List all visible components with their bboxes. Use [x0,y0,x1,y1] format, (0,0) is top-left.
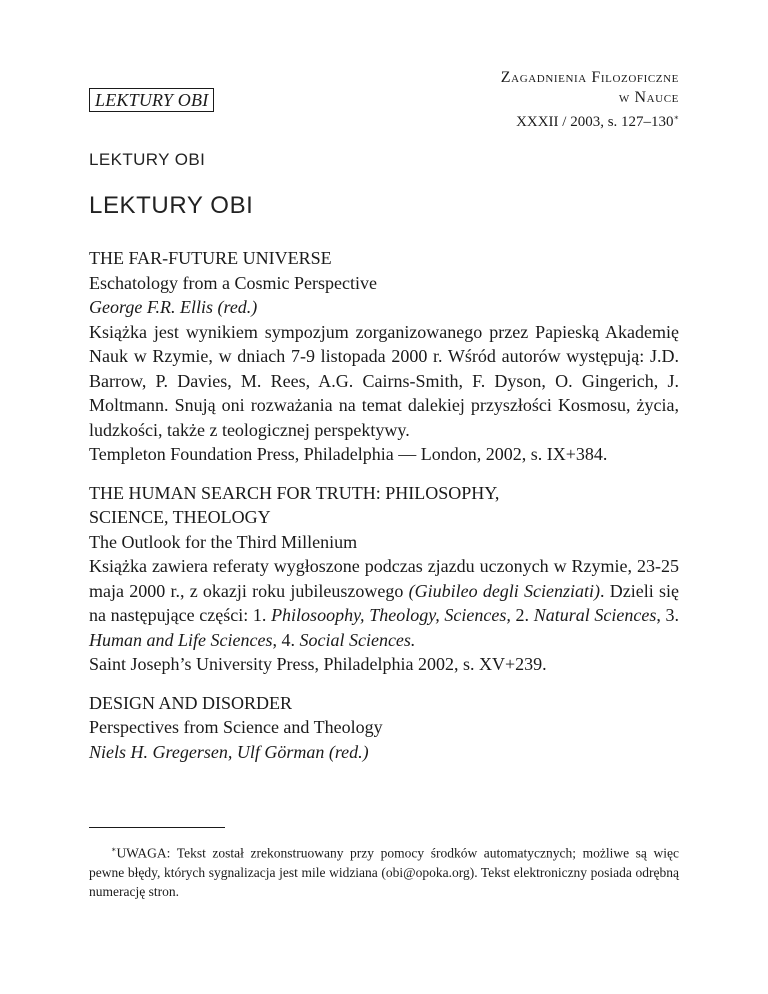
book-entry [89,691,679,765]
desc-italic: Human and Life Sciences [89,629,273,650]
journal-name-cont: w Nauce [618,89,679,106]
book-description: Książka jest wynikiem sympozjum zorganizowanego przez Papieską Akademię Nauk w Rzymie, w dniach 7-9 listopada 2000 r. Wśród autorów występują: J.D. Barrow, P. Davies, M. Rees, A.G. Cairns-Smith, F. Dyson, O. Gingerich, J. Moltmann. Snują oni rozważania na temat dalekiej przyszłości Kosmosu, życia, ludzkości, także z teologicznej perspektywy. [89,321,679,440]
footnote-text: UWAGA: Tekst został zrekonstruowany przy pomocy środków automatycznych; możliwe są więc pewne błędy, których sygnalizacja jest mile widziana (obi@opoka.org). Tekst elektroniczny posiada odrębną numerację stron. [89,845,679,899]
footnote-mark: ∗ [111,845,117,854]
desc-italic: Natural Sciences [533,605,657,625]
book-title: THE FAR-FUTURE UNIVERSE [89,248,332,268]
desc-italic: (Giubileo degli Scienziati) [408,580,601,601]
journal-info [501,68,679,132]
book-publisher: Saint Joseph’s University Press, Philadelphia 2002, s. XV+239. [89,654,547,674]
book-subtitle: Eschatology from a Cosmic Perspective [89,272,377,293]
desc-text: Książka zawiera referaty wygłoszone podczas zjazdu uczonych w Rzymie, 23-25 maja 2000 r., z okazji roku jubileuszowego [89,556,679,601]
book-subtitle: The Outlook for the Third Millenium [89,531,358,552]
page-header [89,68,679,138]
desc-text: . Dzieli się na następujące części: 1. [89,580,679,625]
book-entry [89,481,679,677]
journal-footnote-mark: ∗ [673,113,679,122]
desc-italic: Social Sciences. [299,629,416,650]
desc-text: , 3. [656,605,679,625]
footnote-rule [89,827,225,828]
book-publisher: Templeton Foundation Press, Philadelphia — London, 2002, s. IX+384. [89,444,608,464]
desc-italic: Philosoophy, Theology, Sciences, [271,605,511,625]
book-entries [89,246,679,778]
book-title-cont: SCIENCE, THEOLOGY [89,507,271,527]
book-author: George F.R. Ellis (red.) [89,297,258,317]
desc-text: , 4. [272,629,300,650]
book-description [89,554,679,652]
desc-text: 2. [510,605,534,625]
journal-volume [501,108,679,132]
book-subtitle: Perspectives from Science and Theology [89,717,383,737]
book-title: DESIGN AND DISORDER [89,692,293,713]
journal-volume-text: XXXII / 2003, s. 127–130 [516,114,674,130]
book-entry [89,246,679,467]
section-heading-large: LEKTURY OBI [89,192,254,219]
section-heading-small: LEKTURY OBI [89,150,206,169]
book-author: Niels H. Gregersen, Ulf Görman (red.) [89,741,369,762]
boxed-section-label: LEKTURY OBI [89,88,214,112]
journal-name: Zagadnienia Filozoficzne [500,69,679,86]
book-title: THE HUMAN SEARCH FOR TRUTH: PHILOSOPHY, [89,482,500,503]
footnote [89,840,679,901]
